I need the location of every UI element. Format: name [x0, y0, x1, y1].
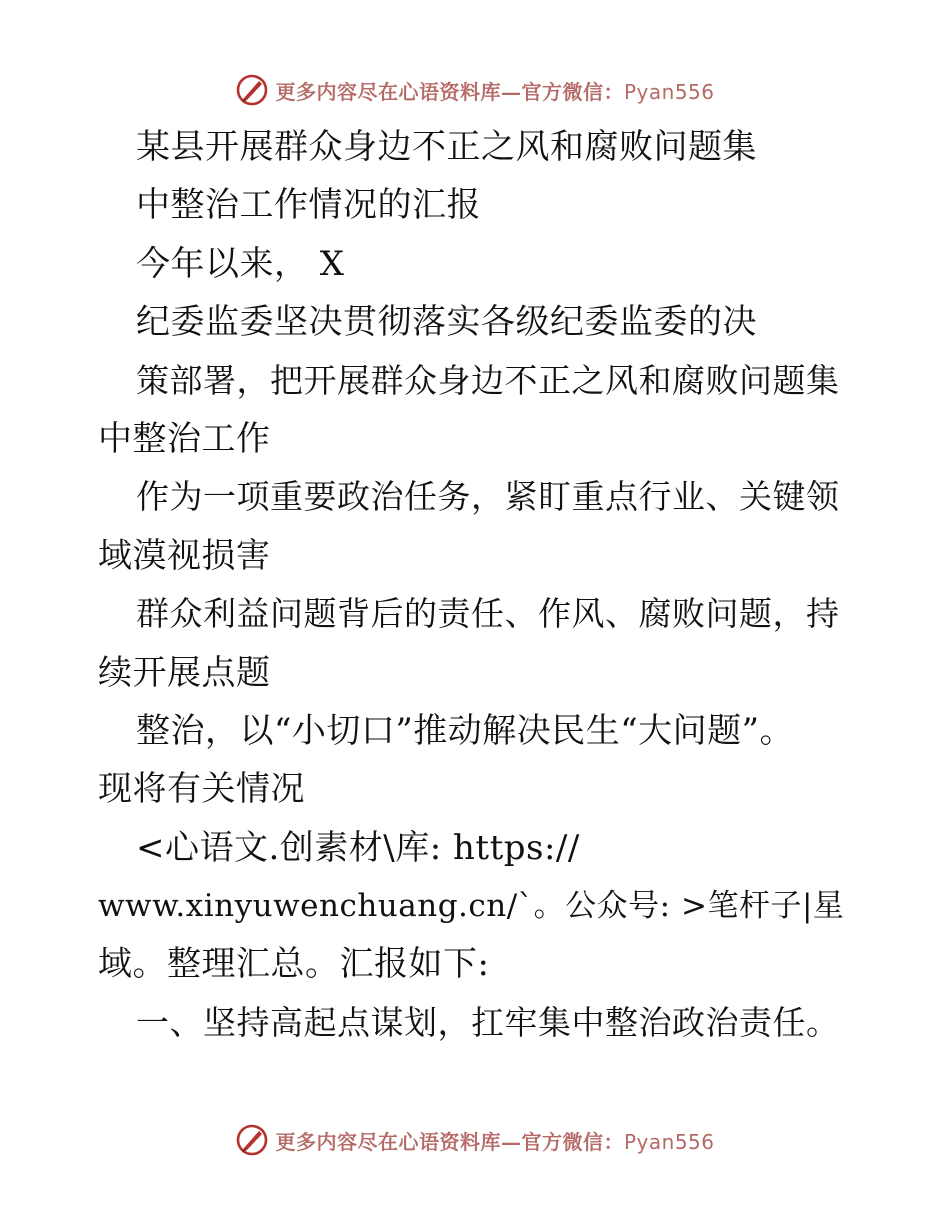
- wechat-id: Pyan556: [623, 79, 715, 104]
- quill-pen-logo-icon: [235, 73, 269, 107]
- banner-text: 更多内容尽在心语资料库—官方微信：Pyan556: [275, 79, 715, 104]
- document-line: <心语文.创素材\库: https://: [136, 827, 580, 868]
- document-line: 今年以来， X: [136, 243, 345, 284]
- document-line: 现将有关情况: [98, 769, 305, 810]
- document-line: 续开展点题: [98, 652, 271, 693]
- document-line: www.xinyuwenchuang.cn/`。公众号: >笔杆子|星: [98, 888, 845, 925]
- document-line: 某县开展群众身边不正之风和腐败问题集: [136, 127, 757, 167]
- document-line: 群众利益问题背后的责任、作风、腐败问题，持: [136, 594, 840, 634]
- banner-text: 更多内容尽在心语资料库—官方微信：Pyan556: [275, 1129, 715, 1154]
- footer-banner: [0, 1120, 950, 1160]
- header-banner: [0, 70, 950, 110]
- document-line: 一、坚持高起点谋划，扛牢集中整治政治责任。: [136, 1002, 840, 1042]
- quill-pen-logo-icon: [235, 1123, 269, 1157]
- document-line: 中整治工作: [98, 418, 271, 459]
- document-line: 整治，以“小切口”推动解决民生“大问题”。: [136, 710, 795, 751]
- wechat-id: Pyan556: [623, 1129, 715, 1154]
- document-body: [98, 118, 858, 1052]
- document-line: 策部署，把开展群众身边不正之风和腐败问题集: [136, 360, 840, 400]
- document-line: 纪委监委坚决贯彻落实各级纪委监委的决: [136, 302, 757, 343]
- document-line: 中整治工作情况的汇报: [136, 185, 481, 226]
- document-line: 域。整理汇总。汇报如下:: [98, 944, 490, 985]
- document-line: 域漠视损害: [98, 535, 271, 576]
- document-line: 作为一项重要政治任务，紧盯重点行业、关键领: [136, 477, 840, 517]
